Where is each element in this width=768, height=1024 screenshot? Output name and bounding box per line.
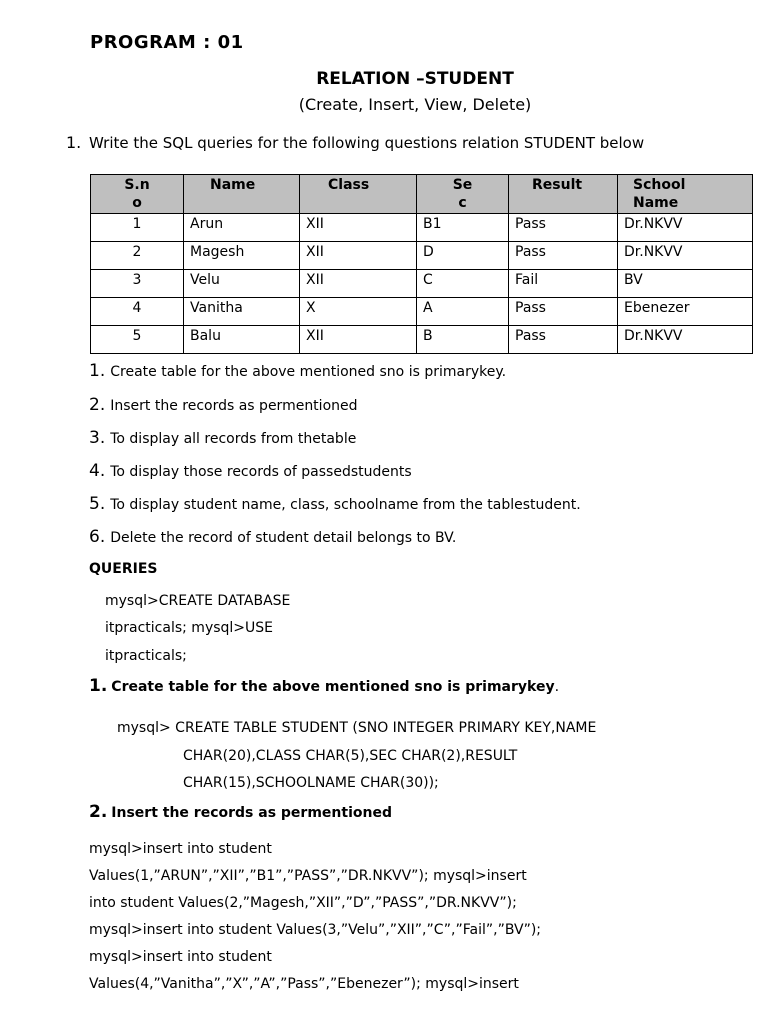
section-1-text: Create table for the above mentioned sno is primarykey	[111, 679, 555, 695]
task-number: 2.	[89, 395, 106, 415]
task-item-6	[89, 527, 456, 547]
cell-sno: 5	[91, 326, 184, 354]
header-sec	[417, 175, 509, 214]
cell-result: Pass	[509, 242, 618, 270]
cell-name: Balu	[184, 326, 300, 354]
header-name-label: Name	[210, 177, 256, 193]
task-number: 6.	[89, 527, 106, 547]
table-row	[91, 214, 753, 242]
task-text: To display all records from thetable	[110, 431, 357, 447]
cell-sno: 1	[91, 214, 184, 242]
section-2-number: 2.	[89, 802, 108, 822]
header-sno	[91, 175, 184, 214]
header-school-name	[618, 175, 753, 214]
cell-result: Pass	[509, 214, 618, 242]
cell-name: Magesh	[184, 242, 300, 270]
section-2-heading	[89, 802, 392, 822]
cell-sno: 2	[91, 242, 184, 270]
cell-result: Pass	[509, 326, 618, 354]
header-sno-line2: o	[132, 195, 142, 211]
task-text: Delete the record of student detail belongs to BV.	[110, 530, 457, 546]
insert-line: into student Values(2,”Magesh,”XII”,”D”,”PASS”,”DR.NKVV”);	[89, 895, 517, 911]
cell-sec: C	[417, 270, 509, 298]
db-line: itpracticals;	[105, 648, 187, 664]
task-item-5	[89, 494, 581, 514]
header-result	[509, 175, 618, 214]
cell-result: Fail	[509, 270, 618, 298]
task-text: Insert the records as permentioned	[110, 398, 358, 414]
cell-school: BV	[618, 270, 753, 298]
student-table	[90, 174, 753, 354]
cell-sec: D	[417, 242, 509, 270]
header-sno-line1: S.n	[124, 177, 150, 193]
header-sec-line2: c	[458, 195, 467, 211]
header-result-label: Result	[532, 177, 583, 193]
cell-school: Dr.NKVV	[618, 326, 753, 354]
cell-name: Arun	[184, 214, 300, 242]
task-number: 3.	[89, 428, 106, 448]
section-1-heading	[89, 676, 559, 696]
cell-sec: B	[417, 326, 509, 354]
cell-class: X	[300, 298, 417, 326]
task-item-3	[89, 428, 356, 448]
section-1-tail: .	[554, 679, 560, 695]
cell-school: Dr.NKVV	[618, 214, 753, 242]
header-sec-line1: Se	[452, 177, 473, 193]
table-row	[91, 242, 753, 270]
create-line: CHAR(20),CLASS CHAR(5),SEC CHAR(2),RESULT	[183, 748, 518, 764]
cell-name: Vanitha	[184, 298, 300, 326]
cell-sno: 4	[91, 298, 184, 326]
header-class-label: Class	[328, 177, 370, 193]
relation-title: RELATION –STUDENT	[316, 69, 514, 89]
relation-subtitle: (Create, Insert, View, Delete)	[298, 95, 532, 114]
question-text: Write the SQL queries for the following questions relation STUDENT below	[89, 134, 645, 152]
task-number: 4.	[89, 461, 106, 481]
header-school-line2: Name	[633, 195, 679, 211]
cell-sec: A	[417, 298, 509, 326]
table-row	[91, 270, 753, 298]
cell-class: XII	[300, 242, 417, 270]
header-name	[184, 175, 300, 214]
insert-line: Values(4,”Vanitha”,”X”,”A”,”Pass”,”Ebenezer”); mysql>insert	[89, 976, 519, 992]
cell-school: Ebenezer	[618, 298, 753, 326]
section-2-text: Insert the records as permentioned	[111, 805, 392, 821]
task-item-1	[89, 361, 506, 381]
cell-result: Pass	[509, 298, 618, 326]
db-line: itpracticals; mysql>USE	[105, 620, 274, 636]
cell-class: XII	[300, 326, 417, 354]
insert-line: mysql>insert into student Values(3,”Velu”,”XII”,”C”,”Fail”,”BV”);	[89, 922, 542, 938]
cell-school: Dr.NKVV	[618, 242, 753, 270]
cell-sec: B1	[417, 214, 509, 242]
task-text: To display those records of passedstudents	[110, 464, 412, 480]
task-item-4	[89, 461, 412, 481]
cell-class: XII	[300, 214, 417, 242]
create-line: mysql> CREATE TABLE STUDENT (SNO INTEGER PRIMARY KEY,NAME	[117, 720, 597, 736]
db-line: mysql>CREATE DATABASE	[105, 593, 291, 609]
insert-line: mysql>insert into student	[89, 949, 272, 965]
cell-class: XII	[300, 270, 417, 298]
queries-heading: QUERIES	[89, 561, 158, 577]
task-text: To display student name, class, schoolname from the tablestudent.	[110, 497, 581, 513]
cell-name: Velu	[184, 270, 300, 298]
insert-line: Values(1,”ARUN”,”XII”,”B1”,”PASS”,”DR.NKVV”); mysql>insert	[89, 868, 527, 884]
program-heading: PROGRAM : 01	[90, 32, 244, 53]
header-class	[300, 175, 417, 214]
task-text: Create table for the above mentioned sno is primarykey.	[110, 364, 507, 380]
question-number: 1.	[66, 133, 82, 152]
task-number: 1.	[89, 361, 106, 381]
table-row	[91, 326, 753, 354]
table-row	[91, 298, 753, 326]
cell-sno: 3	[91, 270, 184, 298]
create-line: CHAR(15),SCHOOLNAME CHAR(30));	[183, 775, 439, 791]
task-item-2	[89, 395, 358, 415]
section-1-number: 1.	[89, 676, 108, 696]
task-number: 5.	[89, 494, 106, 514]
header-school-line1: School	[633, 177, 686, 193]
insert-line: mysql>insert into student	[89, 841, 272, 857]
table-header-row	[91, 175, 753, 214]
